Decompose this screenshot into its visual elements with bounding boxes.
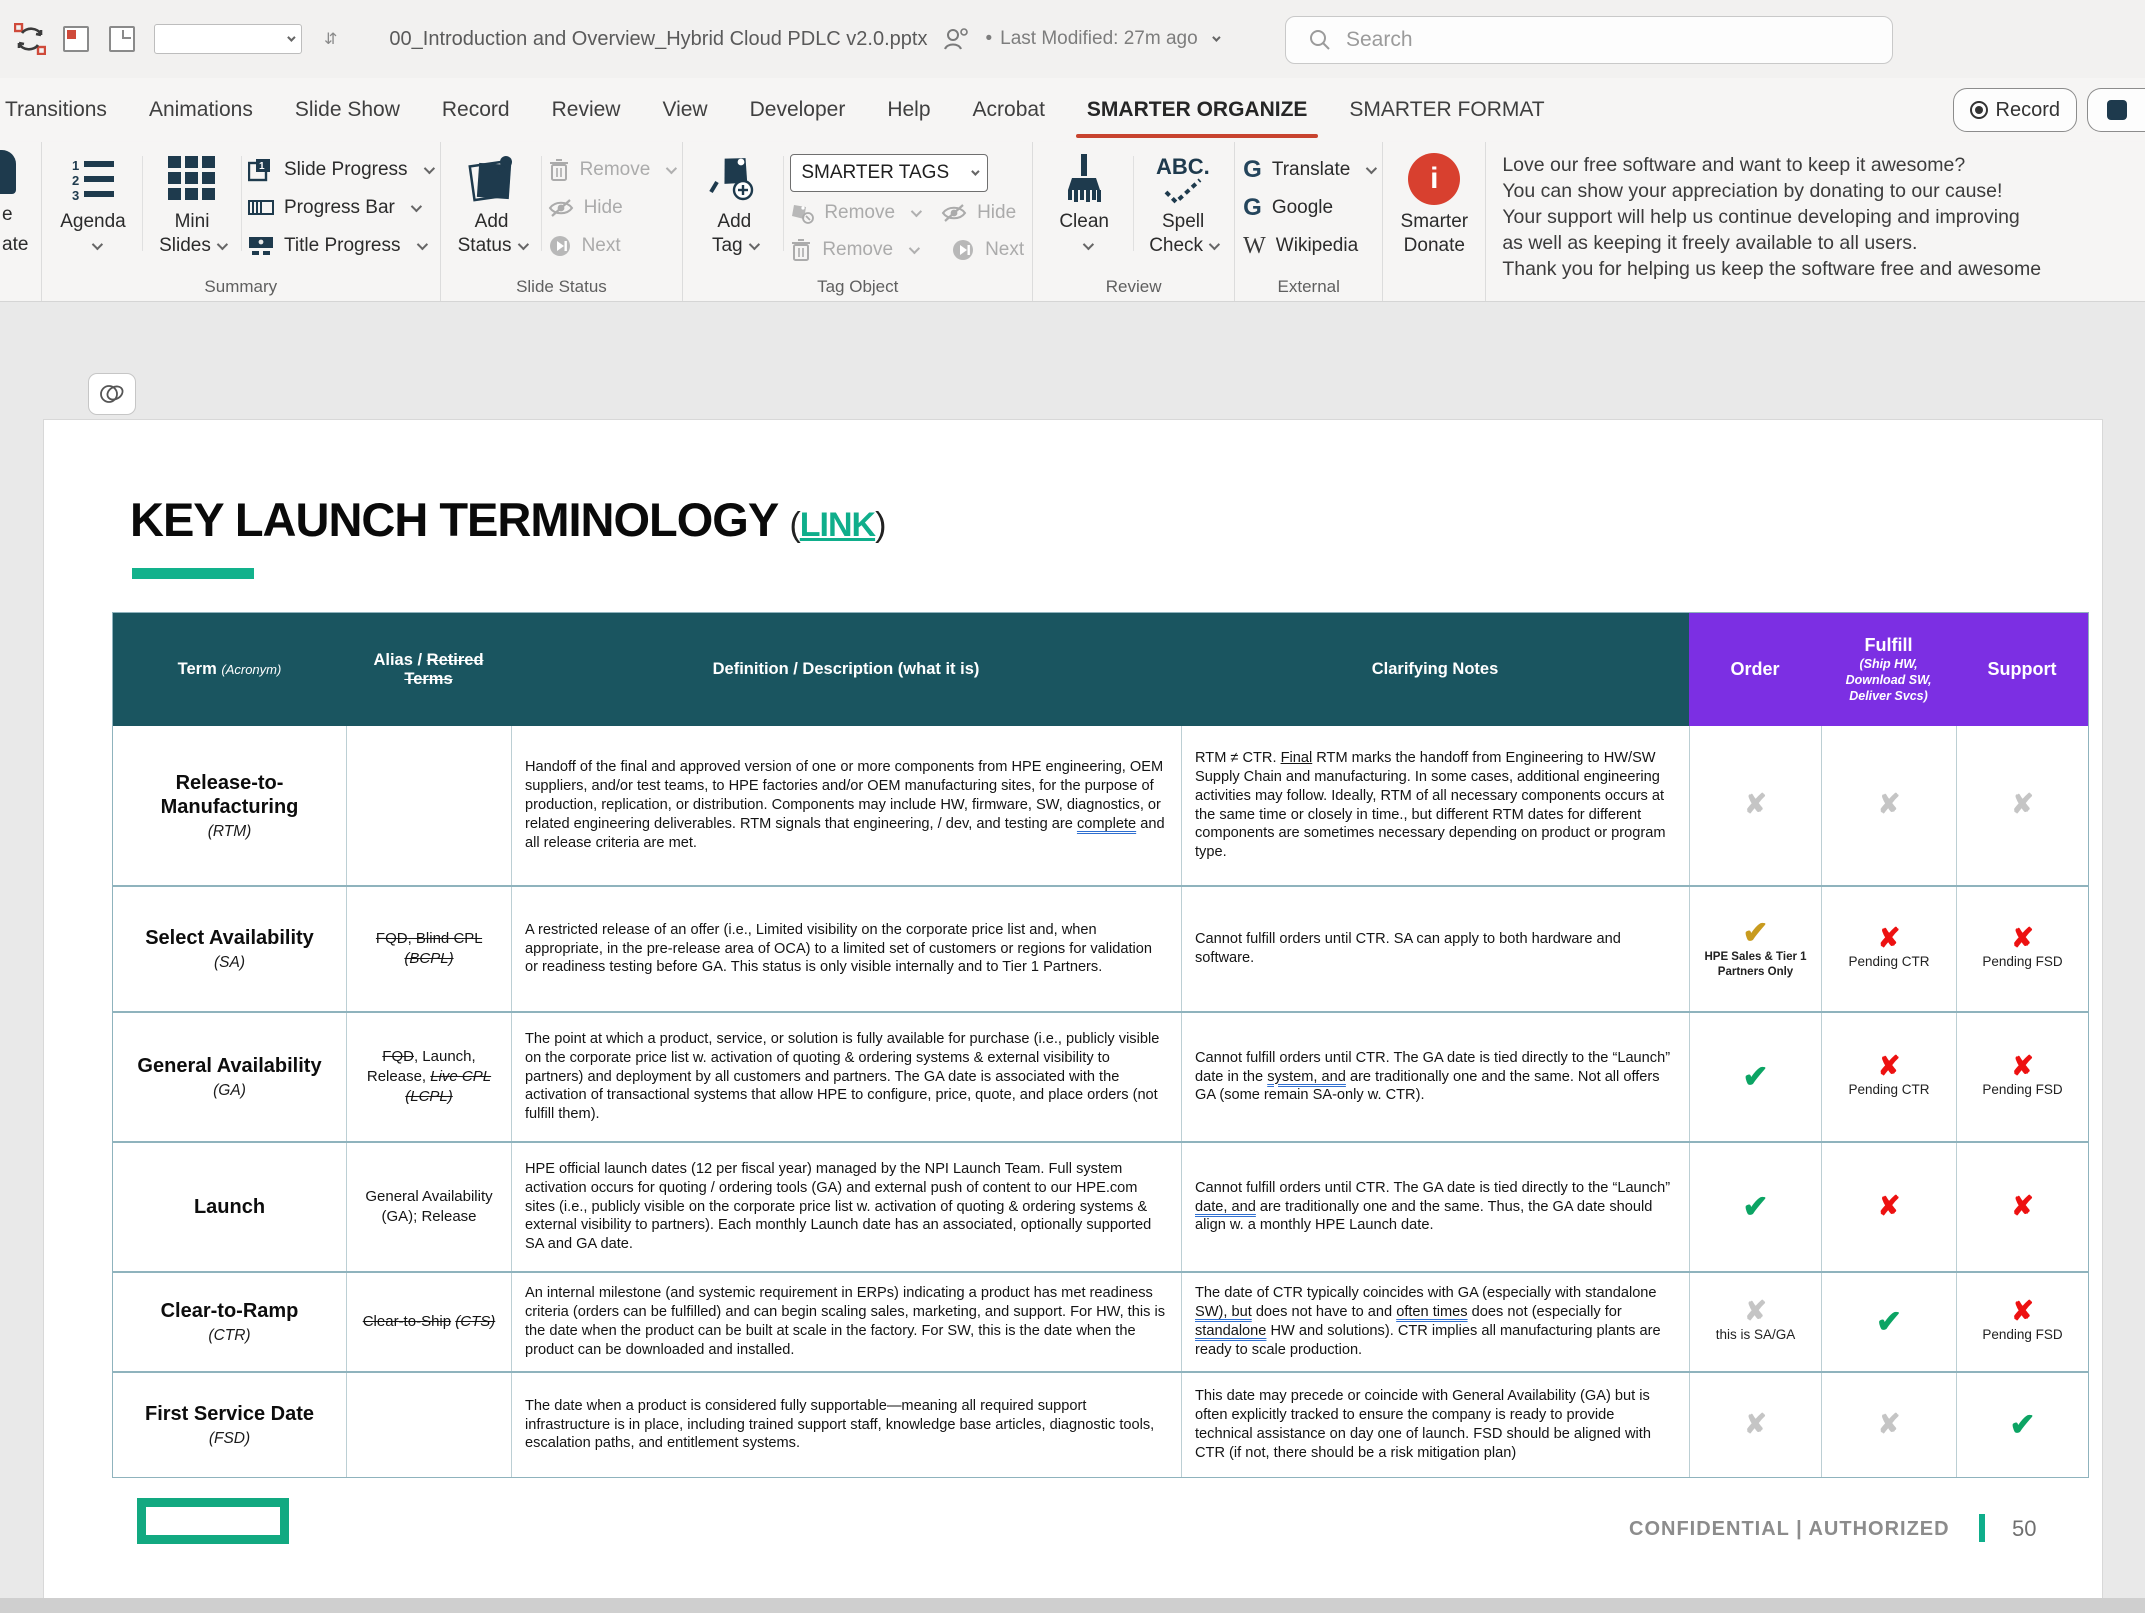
- slide-status-stack: [548, 148, 675, 262]
- title-accent-bar: [132, 568, 254, 579]
- cell-term: [113, 1373, 346, 1477]
- gray-x-icon: ✘: [1744, 789, 1767, 819]
- cell-status-support: [1956, 1143, 2088, 1271]
- ribbon-tabs: [0, 78, 1566, 142]
- cell-term: [113, 887, 346, 1011]
- eye-slash-icon: [941, 202, 967, 224]
- google-g-icon: G: [1243, 156, 1262, 183]
- table-row: [113, 885, 2088, 1011]
- cell-definition: An internal milestone (and systemic requirement in ERPs) indicating a product has met readiness criteria (orders can be fulfilled) and can begin scaling sales, marketing, and support. For HW, this is the date when the product can be built at scale in the factory. For SW, this is the date when the product can be downloaded and installed.: [511, 1273, 1181, 1371]
- cell-term: [113, 1273, 346, 1371]
- clean-button[interactable]: [1041, 148, 1127, 260]
- smarter-tags-dropdown[interactable]: [790, 154, 988, 192]
- bullet-separator: •: [985, 28, 993, 49]
- gold-check-icon: ✔: [1742, 915, 1769, 951]
- ribbon-tab-bar: [0, 78, 2145, 142]
- title-progress-icon: [248, 236, 274, 256]
- cell-status-fulfill: [1821, 1013, 1956, 1141]
- term-name: Clear-to-Ramp: [160, 1300, 299, 1322]
- chevron-down-icon: [1212, 33, 1220, 41]
- cell-status-order: [1689, 1143, 1821, 1271]
- header-definition: Definition / Description (what it is): [712, 660, 980, 678]
- gray-x-icon: ✘: [1877, 1408, 1901, 1439]
- agenda-label: Agenda: [60, 211, 126, 232]
- cell-definition: The date when a product is considered fully supportable—meaning all required support infrastructure is in place, including trained support staff, knowledge base articles, diagnostic tools, escalation paths, and entitlement systems.: [511, 1373, 1181, 1477]
- cell-status-fulfill: [1821, 1373, 1956, 1477]
- clipped-label-2: ate: [2, 234, 29, 255]
- share-button-partial[interactable]: [2087, 88, 2145, 132]
- add-status-icon: [466, 150, 518, 208]
- google-label: Google: [1271, 197, 1334, 218]
- cell-status-support: [1956, 887, 2088, 1011]
- tab-review[interactable]: Review: [551, 98, 621, 121]
- slide-progress-button[interactable]: [248, 154, 432, 186]
- search-input[interactable]: [1285, 16, 1893, 64]
- slide-progress-icon: [248, 158, 274, 182]
- tab-transitions[interactable]: Transitions: [5, 98, 107, 121]
- cell-status-fulfill: [1821, 1273, 1956, 1371]
- table-row: [113, 1141, 2088, 1271]
- link-paren-open: (: [789, 506, 800, 544]
- chevron-down-icon: [423, 163, 434, 174]
- donate-message-line: Thank you for helping us keep the software free and awesome: [1502, 258, 2042, 280]
- add-tag-icon: [707, 150, 761, 208]
- clipped-icon: [0, 150, 16, 194]
- header-alias: Alias / Retired Terms: [373, 650, 484, 688]
- donate-info-icon: i: [1408, 150, 1460, 208]
- donate-message: [1486, 142, 2145, 301]
- header-order: Order: [1689, 613, 1821, 726]
- group-summary: [42, 142, 441, 301]
- shape-lens-icon: [99, 382, 125, 406]
- cell-clarifying-notes: Cannot fulfill orders until CTR. SA can apply to both hardware and software.: [1181, 887, 1689, 1011]
- next-tag-button[interactable]: [951, 234, 1024, 266]
- canvas-floating-tool[interactable]: [88, 373, 136, 415]
- red-x-icon: ✘: [2011, 1051, 2034, 1082]
- table-row: [113, 1371, 2088, 1477]
- cell-alias: General Availability (GA); Release: [346, 1143, 511, 1271]
- mini-slides-label-1: Mini: [174, 211, 210, 232]
- title-progress-label: Title Progress: [284, 235, 401, 256]
- cell-alias: [346, 726, 511, 885]
- add-tag-label-1: Add: [717, 211, 752, 232]
- tab-animations[interactable]: Animations: [148, 98, 253, 121]
- slide-page-number: 50: [2012, 1516, 2037, 1541]
- tab-smarter-organize[interactable]: SMARTER ORGANIZE: [1066, 78, 1329, 142]
- document-title: 00_Introduction and Overview_Hybrid Cloud PDLC v2.0.pptx: [389, 27, 928, 50]
- cell-status-support: [1956, 1013, 2088, 1141]
- svg-text:2: 2: [72, 173, 80, 188]
- chevron-down-icon: [416, 239, 427, 250]
- cell-clarifying-notes: RTM ≠ CTR. Final RTM marks the handoff from Engineering to HW/SW Supply Chain and manufacturing. In some cases, additional engineering activities may follow. Ideally, RTM of all necessary components occurs at the same time or closely in time., but different RTM dates for different components are sometimes necessary depending on product or program type.: [1181, 726, 1689, 885]
- term-acronym: (CTR): [208, 1327, 251, 1344]
- record-button[interactable]: [1953, 88, 2077, 132]
- trash-icon: [548, 158, 570, 182]
- cell-status-order: [1689, 887, 1821, 1011]
- cell-status-fulfill: [1821, 726, 1956, 885]
- group-review: [1033, 142, 1235, 301]
- header-term: Term (Acronym): [177, 660, 282, 678]
- google-button[interactable]: [1243, 192, 1374, 224]
- spell-check-label-1: Spell: [1162, 211, 1205, 232]
- status-label: Pending CTR: [1848, 1082, 1930, 1098]
- donate-label-2: Donate: [1403, 234, 1465, 256]
- wikipedia-label: Wikipedia: [1275, 235, 1359, 256]
- wikipedia-button[interactable]: [1243, 230, 1374, 262]
- group-tag-object: [683, 142, 1033, 301]
- title-bar: [0, 0, 2145, 78]
- chevron-down-icon: [517, 239, 528, 250]
- term-acronym: (SA): [214, 954, 245, 971]
- remove-tag-button[interactable]: [790, 197, 919, 229]
- record-button-label: Record: [1995, 98, 2060, 121]
- term-name: Launch: [193, 1196, 266, 1218]
- search-placeholder: Search: [1346, 28, 1413, 51]
- add-status-label-2: Status: [457, 234, 512, 256]
- title-progress-button[interactable]: [248, 230, 432, 262]
- chevron-down-icon: [217, 239, 228, 250]
- chevron-down-icon: [1366, 163, 1377, 174]
- table-row: [113, 1271, 2088, 1371]
- translate-button[interactable]: [1243, 154, 1374, 186]
- mini-slides-icon: [168, 150, 216, 208]
- tab-acrobat[interactable]: Acrobat: [972, 98, 1045, 121]
- gray-x-icon: ✘: [1877, 789, 1901, 819]
- next-icon: [951, 238, 975, 262]
- group-label-review: Review: [1105, 277, 1162, 296]
- red-x-icon: ✘: [1877, 1051, 1901, 1082]
- search-icon: [1308, 28, 1332, 52]
- term-acronym: (RTM): [207, 822, 252, 840]
- footer-divider-bar: [1979, 1514, 1985, 1542]
- donate-message-line: as well as keeping it freely available to all users.: [1502, 232, 1918, 254]
- status-label: Pending FSD: [1982, 954, 2063, 970]
- cell-alias: FQD, Launch, Release, Live CPL (LCPL): [346, 1013, 511, 1141]
- chevron-down-icon: [1083, 239, 1094, 250]
- slide-progress-label: Slide Progress: [284, 159, 408, 180]
- remove-tag-object-button[interactable]: [790, 234, 917, 266]
- google-g-icon: G: [1243, 194, 1262, 221]
- remove-tag-object-label: Remove: [822, 239, 894, 260]
- chevron-down-icon: [92, 239, 103, 250]
- cell-status-support: [1956, 1273, 2088, 1371]
- slide-workspace: [0, 302, 2145, 1598]
- group-slide-status: [441, 142, 684, 301]
- summary-progress-stack: [248, 148, 432, 262]
- green-check-icon: ✔: [1876, 1303, 1902, 1339]
- next-status-label: Next: [581, 235, 621, 256]
- spell-check-icon: [1152, 150, 1214, 208]
- cell-status-order: [1689, 726, 1821, 885]
- smarter-donate-button[interactable]: [1391, 148, 1477, 260]
- hide-status-label: Hide: [583, 197, 623, 218]
- hide-status-button[interactable]: [548, 192, 675, 224]
- status-label: HPE Sales & Tier 1 Partners Only: [1704, 951, 1807, 978]
- chevron-down-icon: [748, 239, 759, 250]
- cell-alias: Clear-to-Ship (CTS): [346, 1273, 511, 1371]
- link-hyperlink[interactable]: LINK: [799, 506, 876, 544]
- gray-x-icon: ✘: [1744, 1296, 1767, 1327]
- slide-layout-icon[interactable]: [60, 23, 92, 55]
- progress-bar-label: Progress Bar: [284, 197, 395, 218]
- spell-check-button[interactable]: [1140, 148, 1226, 260]
- spell-check-label-2: Check: [1149, 234, 1204, 256]
- table-row: [113, 726, 2088, 885]
- cell-clarifying-notes: Cannot fulfill orders until CTR. The GA date is tied directly to the “Launch” date, and are traditionally one and the same. Thus, the GA date should align w. a monthly HPE Launch date.: [1181, 1143, 1689, 1271]
- cell-clarifying-notes: This date may precede or coincide with General Availability (GA) but is often explicitly tracked to ensure the company is ready to provide technical assistance on day one of launch. FSD should be aligned with CTR (if not, there should be a risk mitigation plan): [1181, 1373, 1689, 1477]
- cell-term: [113, 1013, 346, 1141]
- external-stack: [1243, 148, 1374, 262]
- term-name: Release-to-Manufacturing: [160, 771, 299, 818]
- term-acronym: (FSD): [208, 1430, 251, 1447]
- group-label-tag-object: Tag Object: [817, 277, 899, 296]
- donate-message-line: Your support will help us continue developing and improving: [1502, 206, 2020, 228]
- chevron-down-icon: [909, 243, 920, 254]
- progress-bar-icon: [248, 198, 274, 218]
- table-row: [113, 1011, 2088, 1141]
- status-label: Pending FSD: [1982, 1082, 2063, 1098]
- cell-status-fulfill: [1821, 1143, 1956, 1271]
- last-modified[interactable]: [985, 28, 1217, 50]
- green-check-icon: ✔: [1742, 1058, 1769, 1094]
- tab-slide-show[interactable]: Slide Show: [294, 98, 400, 121]
- wikipedia-w-icon: W: [1243, 232, 1266, 259]
- hide-tag-label: Hide: [977, 202, 1017, 223]
- group-donate: [1383, 142, 1486, 301]
- tag-remove-icon: [790, 202, 814, 224]
- link-paren-close: ): [875, 506, 886, 544]
- tab-view[interactable]: View: [662, 98, 708, 121]
- cell-status-fulfill: [1821, 887, 1956, 1011]
- donate-message-line: Love our free software and want to keep it awesome?: [1502, 154, 1966, 176]
- cell-definition: HPE official launch dates (12 per fiscal year) managed by the NPI Launch Team. Full system activation occurs for quoting / ordering tools (GA) and external push of content to our HPE.com sites (i.e., publicly visible on the corporate price list w. activation of quoting & ordering systems & external visibility to partners). Each monthly Launch date has an associated, optionally supported SA and GA date.: [511, 1143, 1181, 1271]
- translate-label: Translate: [1271, 159, 1351, 180]
- chevron-down-icon: [971, 167, 979, 175]
- cell-definition: A restricted release of an offer (i.e., Limited visibility on the corporate price list and, when appropriate, in the pre-release area of OCA) to a limited set of customers or regions for validation or readiness testing before GA. This status is only visible internally and to Tier 1 Partners.: [511, 887, 1181, 1011]
- term-name: Select Availability: [145, 927, 314, 949]
- cell-term: [113, 726, 346, 885]
- term-name: First Service Date: [145, 1403, 314, 1425]
- red-x-icon: ✘: [2011, 1190, 2034, 1221]
- confidential-label: CONFIDENTIAL | AUTHORIZED: [1629, 1518, 1950, 1540]
- group-label-summary: Summary: [204, 277, 278, 296]
- record-icon: [1970, 101, 1988, 119]
- red-x-icon: ✘: [1877, 923, 1901, 954]
- cell-status-support: [1956, 726, 2088, 885]
- bottom-scroll-strip[interactable]: [0, 1598, 2145, 1613]
- last-modified-label: Last Modified: 27m ago: [1000, 28, 1198, 49]
- trash-icon: [790, 238, 812, 262]
- group-external: [1235, 142, 1383, 301]
- table-header-row: [113, 613, 2088, 726]
- eye-slash-icon: [548, 197, 574, 219]
- svg-text:3: 3: [72, 188, 80, 201]
- add-status-button[interactable]: [449, 148, 535, 260]
- cell-status-order: [1689, 1273, 1821, 1371]
- remove-status-label: Remove: [579, 159, 651, 180]
- chevron-down-icon: [1209, 239, 1220, 250]
- donate-label-1: Smarter: [1400, 211, 1469, 232]
- chevron-down-icon: [911, 206, 922, 217]
- progress-bar-button[interactable]: [248, 192, 432, 224]
- svg-text:ABC.: ABC.: [1156, 154, 1210, 179]
- remove-status-button[interactable]: [548, 154, 675, 186]
- tab-record[interactable]: Record: [441, 98, 510, 121]
- cell-alias: [346, 1373, 511, 1477]
- status-label: Pending CTR: [1848, 954, 1930, 970]
- red-x-icon: ✘: [2011, 1296, 2034, 1327]
- agenda-button[interactable]: [50, 148, 136, 260]
- group-label-external: External: [1277, 277, 1340, 296]
- cell-definition: The point at which a product, service, or solution is fully available for purchase (i.e., publicly visible on the corporate price list w. activation of quoting & ordering systems & external visibility to partners) and deployment by all customers and partners. The GA date is associated with the activation of transactional systems that allow HPE to configure, price, quote, and place orders (not fulfill them).: [511, 1013, 1181, 1141]
- svg-text:1: 1: [259, 161, 265, 172]
- clean-brush-icon: [1062, 150, 1106, 208]
- chevron-down-icon: [287, 33, 295, 41]
- status-label: this is SA/GA: [1715, 1327, 1796, 1343]
- slide-title: [130, 492, 885, 547]
- next-status-button[interactable]: [548, 230, 675, 262]
- tab-help[interactable]: Help: [887, 98, 931, 121]
- cell-clarifying-notes: Cannot fulfill orders until CTR. The GA date is tied directly to the “Launch” date in the system, and are traditionally one and the same. Not all offers GA (some remain SA-only w. CTR).: [1181, 1013, 1689, 1141]
- cell-term: [113, 1143, 346, 1271]
- new-slide-icon[interactable]: [106, 23, 138, 55]
- header-fulfill: Fulfill (Ship HW, Download SW, Deliver Svcs): [1821, 613, 1956, 726]
- smarter-tags-value: SMARTER TAGS: [801, 162, 950, 183]
- slide-title-text: KEY LAUNCH TERMINOLOGY: [130, 493, 778, 546]
- mini-slides-button[interactable]: [149, 148, 235, 260]
- remove-tag-label: Remove: [824, 202, 896, 223]
- green-check-icon: ✔: [1742, 1188, 1769, 1224]
- status-label: Pending FSD: [1982, 1327, 2063, 1343]
- add-tag-label-2: Tag: [711, 234, 743, 256]
- term-name: General Availability: [137, 1055, 322, 1077]
- agenda-icon: [70, 150, 116, 208]
- chevron-down-icon: [666, 163, 677, 174]
- next-tag-label: Next: [985, 239, 1025, 260]
- group-label-slide-status: Slide Status: [516, 277, 607, 296]
- red-x-icon: ✘: [1877, 1190, 1901, 1221]
- presentation-icon: [2107, 100, 2127, 120]
- clipped-label-1: e: [2, 204, 13, 225]
- cell-definition: Handoff of the final and approved version of one or more components from HPE engineering, OEM suppliers, and/or test teams, to HPE factories and/or OEM manufacturing sites, for the purpose of production, replication, or distribution. Components may include HW, firmware, SW, diagnostics, or related engineering deliverables. RTM signals that engineering, / dev, and testing are complete and all release criteria are met.: [511, 726, 1181, 885]
- cell-status-order: [1689, 1013, 1821, 1141]
- mini-slides-label-2: Slides: [159, 234, 211, 256]
- tab-smarter-format[interactable]: SMARTER FORMAT: [1349, 98, 1545, 121]
- svg-text:1: 1: [72, 158, 80, 173]
- autosave-caret-icon[interactable]: ⇵: [324, 31, 338, 48]
- cell-clarifying-notes: The date of CTR typically coincides with GA (especially with standalone SW), but does not have to and often times does not (especially for standalone HW and solutions). CTR implies all manufacturing plants are ready to scale production.: [1181, 1273, 1689, 1371]
- term-acronym: (GA): [213, 1082, 246, 1099]
- quick-style-dropdown[interactable]: [154, 24, 302, 54]
- donate-message-line: You can show your appreciation by donating to our cause!: [1502, 180, 2003, 202]
- cell-status-order: [1689, 1373, 1821, 1477]
- ribbon: [0, 142, 2145, 302]
- green-check-icon: ✔: [2009, 1406, 2036, 1442]
- gray-x-icon: ✘: [1744, 1408, 1767, 1439]
- clipped-ribbon-group[interactable]: [0, 142, 42, 301]
- clean-label: Clean: [1059, 211, 1109, 232]
- next-icon: [548, 234, 572, 258]
- add-status-label-1: Add: [474, 211, 509, 232]
- slide-canvas[interactable]: [44, 420, 2102, 1598]
- sync-slides-icon[interactable]: [14, 23, 46, 55]
- hpe-logo-rect: [137, 1498, 289, 1544]
- chevron-down-icon: [411, 201, 422, 212]
- header-support: Support: [1956, 613, 2088, 726]
- red-x-icon: ✘: [2011, 923, 2034, 954]
- tab-developer[interactable]: Developer: [749, 98, 846, 121]
- cell-alias: FQD, Blind CPL (BCPL): [346, 887, 511, 1011]
- add-tag-button[interactable]: [691, 148, 777, 260]
- cell-status-support: [1956, 1373, 2088, 1477]
- person-icon[interactable]: [941, 24, 971, 54]
- header-notes: Clarifying Notes: [1371, 660, 1499, 678]
- hide-tag-button[interactable]: [941, 197, 1016, 229]
- gray-x-icon: ✘: [2011, 789, 2034, 819]
- terminology-table: [112, 612, 2089, 1478]
